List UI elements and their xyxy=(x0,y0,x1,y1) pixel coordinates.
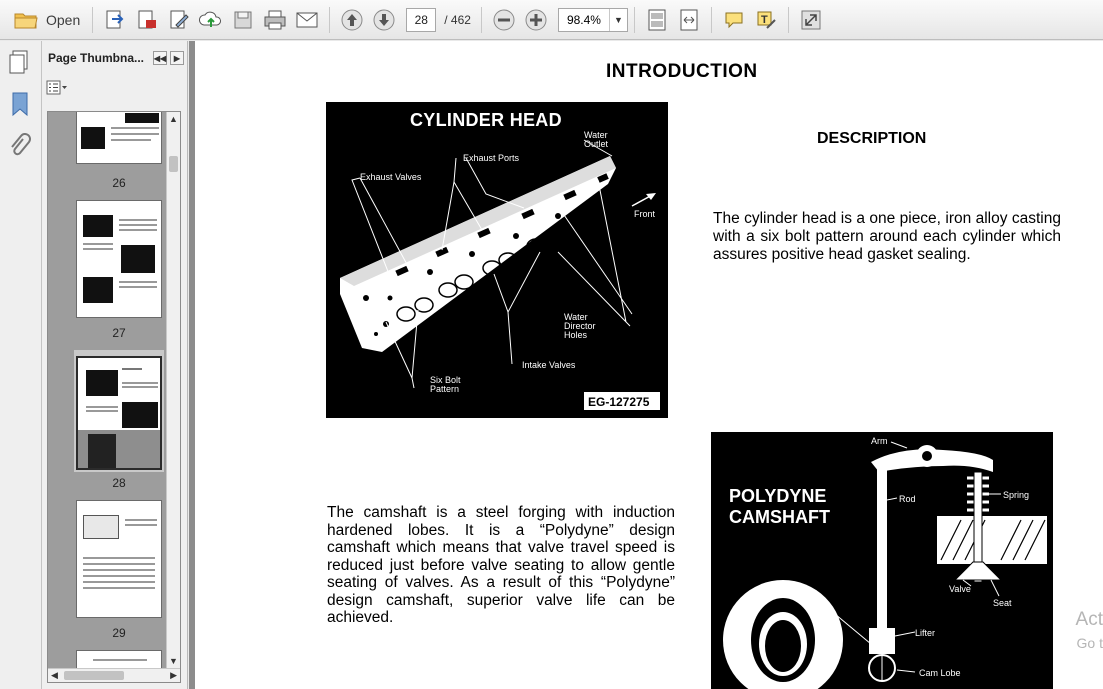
svg-text:Arm: Arm xyxy=(871,436,888,446)
toolbar xyxy=(0,0,1103,40)
figure2-title-line1: POLYDYNE xyxy=(729,486,827,506)
document-view[interactable] xyxy=(189,41,1103,689)
svg-text:Lifter: Lifter xyxy=(915,628,936,638)
svg-text:Pattern: Pattern xyxy=(430,384,460,394)
email-icon[interactable] xyxy=(292,6,322,34)
svg-text:Rod: Rod xyxy=(899,494,916,504)
folder-icon xyxy=(14,10,38,30)
create-pdf-icon[interactable] xyxy=(100,6,130,34)
comment-icon[interactable] xyxy=(719,6,749,34)
list-options-icon xyxy=(46,80,68,96)
panel-title: Page Thumbna... xyxy=(48,51,145,65)
thumbnail-label-27: 27 xyxy=(112,326,126,340)
thumbnail-list[interactable] xyxy=(47,111,181,683)
svg-text:T: T xyxy=(760,13,768,26)
save-icon[interactable] xyxy=(228,6,258,34)
page-heading: INTRODUCTION xyxy=(606,61,758,82)
svg-text:Exhaust Valves: Exhaust Valves xyxy=(360,172,422,182)
description-paragraph: The cylinder head is a one piece, iron alloy casting with a six bolt pattern around each cylinder which assures positive head gasket sealing. xyxy=(713,210,1061,263)
thumbnail-label-29: 29 xyxy=(112,626,126,640)
svg-text:Six Bolt: Six Bolt xyxy=(430,375,461,385)
hscroll-thumb[interactable] xyxy=(64,671,124,680)
thumbnail-page-27[interactable] xyxy=(76,200,162,318)
pdf-page xyxy=(195,41,1103,689)
scroll-down-icon[interactable]: ▼ xyxy=(169,656,178,666)
scroll-left-icon[interactable]: ◀ xyxy=(51,670,58,680)
export-pdf-icon[interactable] xyxy=(132,6,162,34)
page-count: / 462 xyxy=(444,12,471,27)
scroll-thumb[interactable] xyxy=(169,156,178,172)
zoom-select[interactable] xyxy=(558,8,628,32)
fit-width-icon[interactable] xyxy=(674,6,704,34)
figure2-title-line2: CAMSHAFT xyxy=(729,507,830,527)
svg-text:Cam Lobe: Cam Lobe xyxy=(919,668,961,678)
svg-text:Spring: Spring xyxy=(1003,490,1030,500)
svg-text:Director: Director xyxy=(564,321,596,331)
svg-text:Water: Water xyxy=(564,312,588,322)
open-button[interactable] xyxy=(8,6,86,34)
attachment-icon[interactable] xyxy=(9,133,31,164)
bookmark-icon[interactable] xyxy=(9,91,31,122)
page-number-input[interactable]: 28 xyxy=(406,8,436,32)
previous-page-icon[interactable] xyxy=(337,6,367,34)
thumbnail-page-26[interactable] xyxy=(76,111,162,164)
svg-text:Valve: Valve xyxy=(949,584,971,594)
thumbnail-vertical-scrollbar[interactable] xyxy=(166,112,180,668)
pages-panel-icon[interactable] xyxy=(8,49,32,80)
polydyne-camshaft-figure xyxy=(711,432,1053,689)
description-title: DESCRIPTION xyxy=(817,130,927,147)
activation-watermark-line2: Go t xyxy=(1076,635,1103,651)
thumbnail-horizontal-scrollbar[interactable] xyxy=(48,668,180,682)
camshaft-paragraph: The camshaft is a steel forging with induction hardened lobes. It is a “Polydyne” design camshaft which means that valve travel speed is reduced just before valve seating to allow gentle seating of valves. As a result of this “Polydyne” design camshaft, superior valve life can be achieved. xyxy=(327,504,675,626)
thumbnail-panel xyxy=(42,41,188,689)
next-page-icon[interactable] xyxy=(369,6,399,34)
thumbnail-label-28: 28 xyxy=(112,476,126,490)
cylinder-head-figure xyxy=(326,102,668,418)
collapse-left-icon[interactable]: ◀◀ xyxy=(153,51,167,65)
expand-icon[interactable] xyxy=(796,6,826,34)
thumbnail-page-28[interactable] xyxy=(76,356,162,470)
panel-next-icon[interactable]: ▶ xyxy=(170,51,184,65)
figure1-title: CYLINDER HEAD xyxy=(410,110,562,130)
svg-text:Water: Water xyxy=(584,130,608,140)
left-rail xyxy=(0,41,42,689)
activation-watermark-line1: Act xyxy=(1075,609,1103,630)
scroll-right-icon[interactable]: ▶ xyxy=(170,670,177,680)
svg-text:Holes: Holes xyxy=(564,330,588,340)
highlight-text-icon[interactable] xyxy=(751,6,781,34)
scroll-up-icon[interactable]: ▲ xyxy=(169,114,178,124)
svg-text:Intake Valves: Intake Valves xyxy=(522,360,576,370)
svg-text:Outlet: Outlet xyxy=(584,139,609,149)
svg-text:Front: Front xyxy=(634,209,656,219)
print-icon[interactable] xyxy=(260,6,290,34)
thumbnail-label-26: 26 xyxy=(112,176,126,190)
edit-pdf-icon[interactable] xyxy=(164,6,194,34)
zoom-value: 98.4% xyxy=(566,12,601,27)
zoom-out-icon[interactable] xyxy=(489,6,519,34)
thumbnail-page-29[interactable] xyxy=(76,500,162,618)
figure1-code: EG-127275 xyxy=(588,395,650,409)
svg-text:Seat: Seat xyxy=(993,598,1012,608)
chevron-down-icon[interactable]: ▼ xyxy=(609,9,627,31)
svg-text:Exhaust Ports: Exhaust Ports xyxy=(463,153,520,163)
open-label: Open xyxy=(46,11,81,28)
thumbnail-options-button[interactable] xyxy=(42,75,187,101)
zoom-in-icon[interactable] xyxy=(521,6,551,34)
upload-cloud-icon[interactable] xyxy=(196,6,226,34)
fit-page-icon[interactable] xyxy=(642,6,672,34)
